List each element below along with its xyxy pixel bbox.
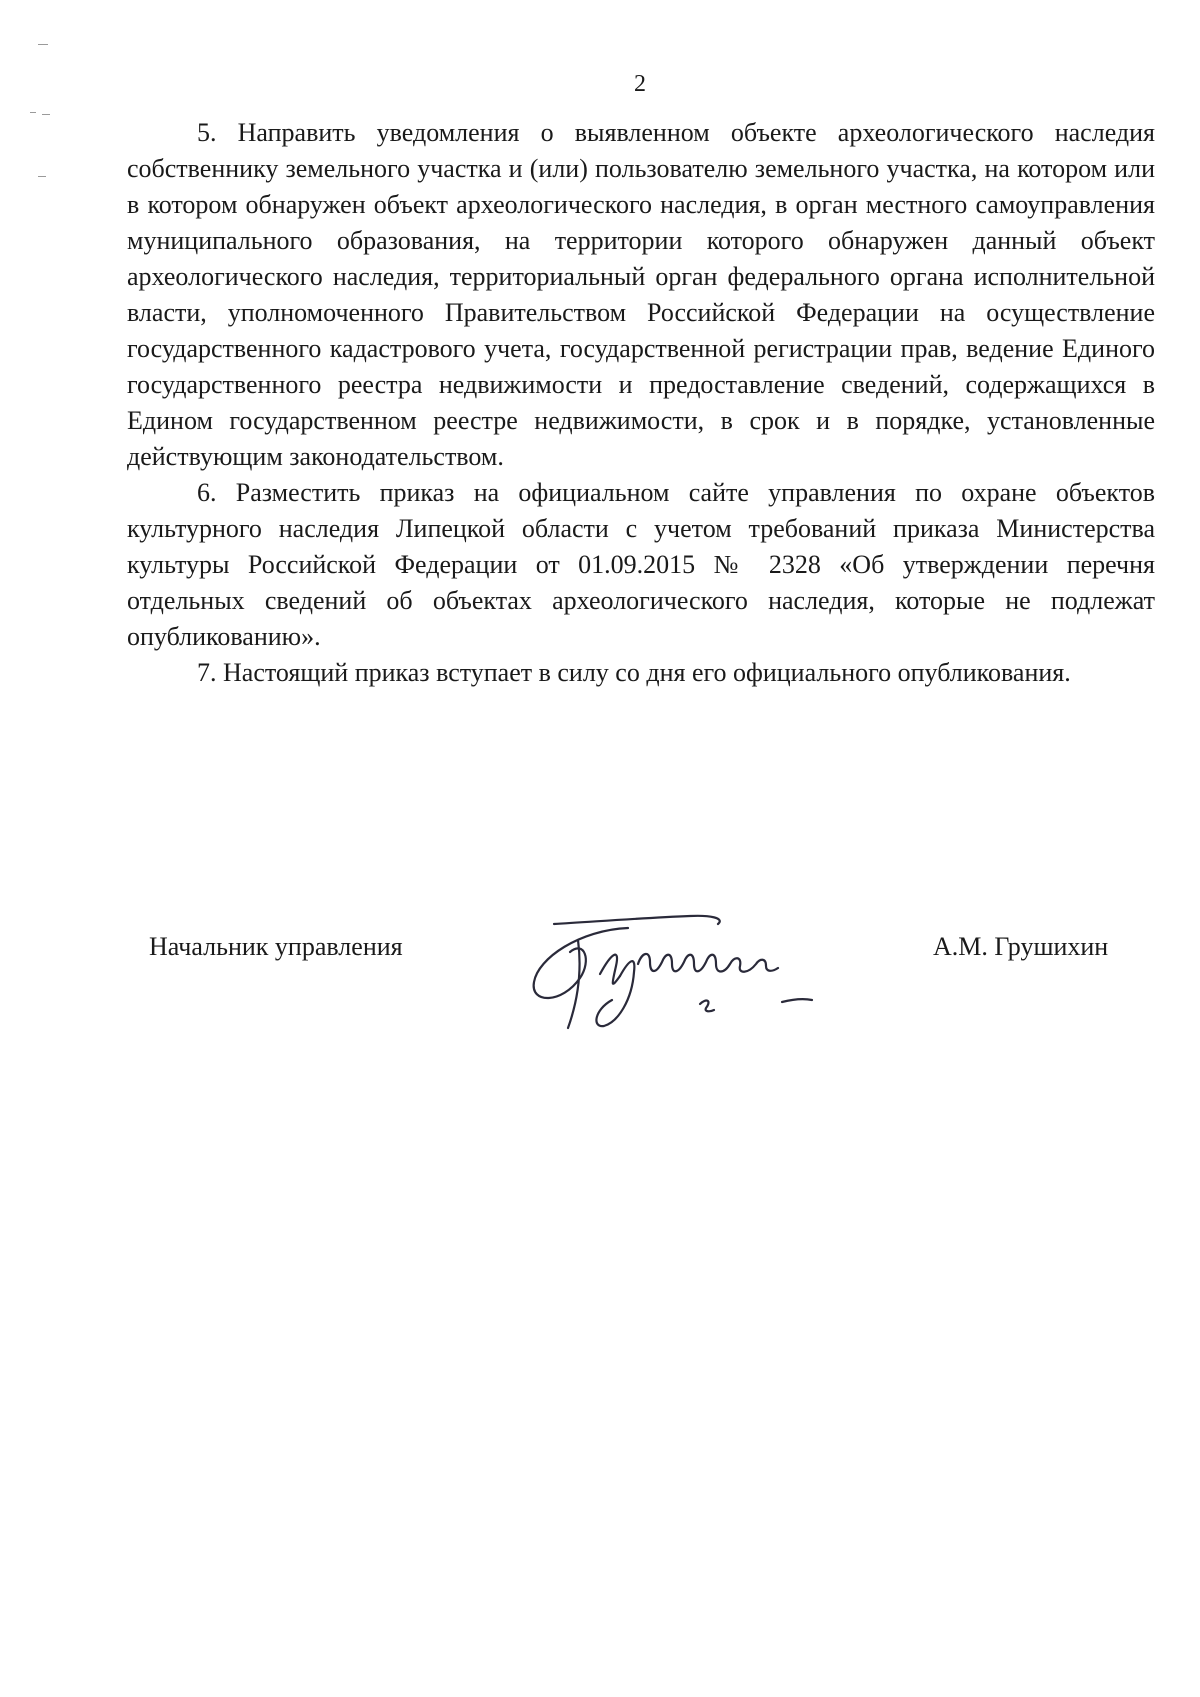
scan-mark [38, 176, 46, 177]
scan-mark [42, 114, 50, 115]
signatory-name: А.М. Грушихин [933, 932, 1109, 961]
page-number: 2 [634, 71, 646, 97]
paragraph-6: 6. Разместить приказ на официальном сайте управления по охране объектов культурного наследия Липецкой области с учетом требований приказа Министерства культуры Российской Федерации от 01.09.2015 № 2328 «Об утверждении перечня отдельных сведений об объектах археологического наследия, которые не подлежат опубликованию». [127, 478, 1155, 651]
paragraph-5: 5. Направить уведомления о выявленном объекте археологического наследия собственнику земельного участка и (или) пользователю земельного участка, на котором или в котором обнаружен объект археологического наследия, в орган местного самоуправления муниципального образования, на территории которого обнаружен данный объект археологического наследия, территориальный орган федерального органа исполнительной власти, уполномоченного Правительством Российской Федерации на осуществление государственного кадастрового учета, государственной регистрации прав, ведение Единого государственного реестра недвижимости и предоставление сведений, содержащихся в Едином государственном реестре недвижимости, в срок и в порядке, установленные действующим законодательством. [127, 118, 1155, 471]
handwritten-signature [520, 900, 890, 1030]
document-body [127, 115, 1155, 691]
scan-mark [38, 44, 48, 45]
scan-mark [30, 112, 36, 113]
signatory-title: Начальник управления [149, 932, 403, 961]
signature-block [0, 900, 1200, 1040]
paragraph-7: 7. Настоящий приказ вступает в силу со дня его официального опубликования. [197, 658, 1071, 687]
